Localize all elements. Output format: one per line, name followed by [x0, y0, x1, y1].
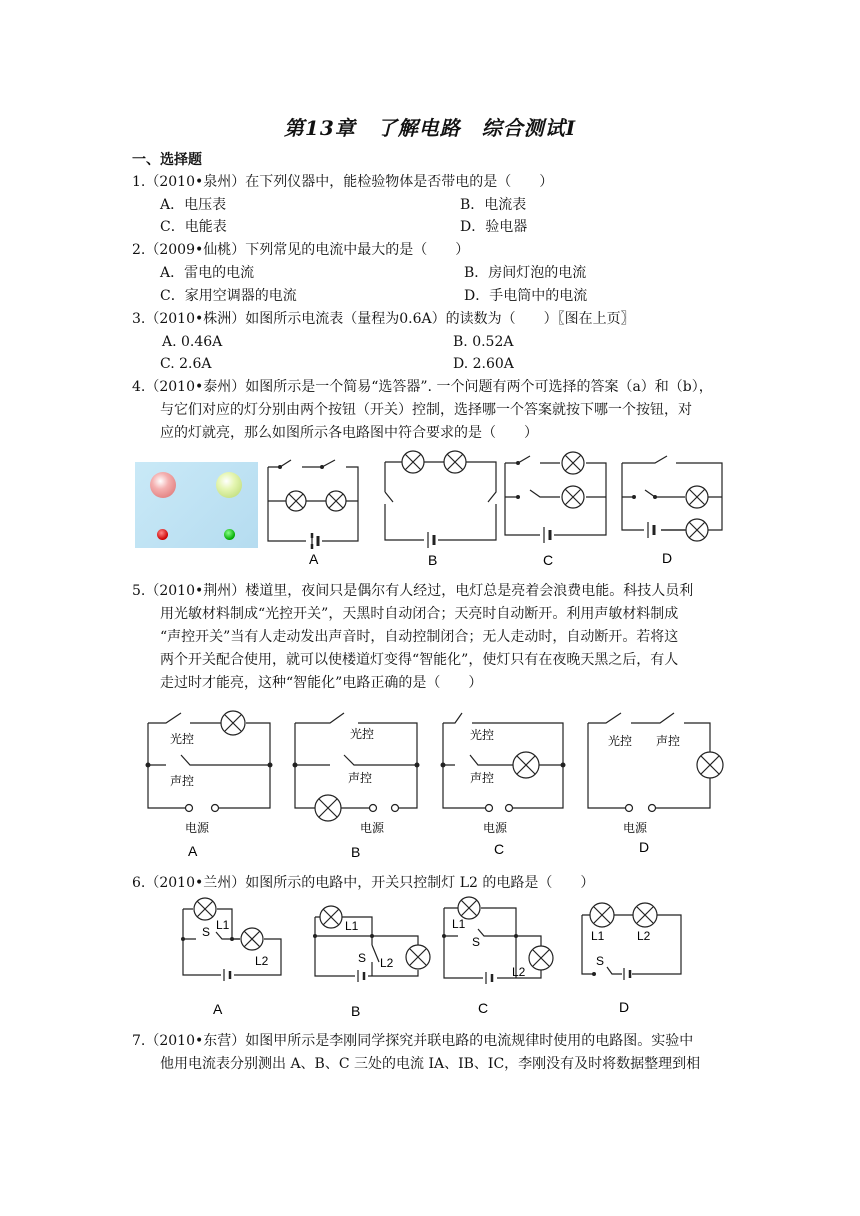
- question-2-option-c: C．家用空调器的电流: [160, 288, 297, 304]
- question-6-circuit-d: [582, 903, 681, 1015]
- question-6-label-d: D: [619, 999, 630, 1015]
- question-5-a-power-label: 电源: [185, 821, 210, 835]
- question-6-a-l1-label: L1: [216, 918, 230, 932]
- question-6-a-l2-label: L2: [255, 954, 269, 968]
- question-7-line-1: 7.（2010•东营）如图甲所示是李刚同学探究并联电路的电流规律时使用的电路图。实验中: [132, 1033, 694, 1049]
- question-4-label-b: B: [428, 552, 438, 568]
- question-5-label-b: B: [351, 844, 361, 860]
- question-5-d-power-label: 电源: [623, 821, 648, 835]
- question-6-label-c: C: [478, 1000, 489, 1016]
- question-5-d-sound-label: 声控: [656, 734, 681, 748]
- question-6-c-l1-label: L1: [452, 917, 466, 931]
- question-4-line-1: 4.（2010•泰州）如图所示是一个简易“选答器”. 一个问题有两个可选择的答案（a）和（b），: [132, 379, 713, 395]
- question-6-d-l1-label: L1: [591, 929, 605, 943]
- question-5-b-power-label: 电源: [360, 821, 385, 835]
- question-6-stem: 6.（2010•兰州）如图所示的电路中，开关只控制灯 L2 的电路是（ ）: [132, 875, 595, 891]
- question-6-d-s-label: S: [596, 954, 605, 968]
- question-2-option-b: B．房间灯泡的电流: [464, 265, 587, 281]
- question-6-c-s-label: S: [472, 935, 481, 949]
- question-4-line-3: 应的灯就亮，那么如图所示各电路图中符合要求的是（ ）: [160, 425, 538, 441]
- question-4-label-c: C: [543, 552, 554, 568]
- question-6-a-s-label: S: [202, 925, 211, 939]
- question-6-label-a: A: [213, 1001, 223, 1017]
- question-5-line-5: 走过时才能亮，这种“智能化”电路正确的是（ ）: [160, 675, 483, 691]
- question-1-option-d: D．验电器: [460, 219, 528, 235]
- question-5-line-4: 两个开关配合使用，就可以使楼道灯变得“智能化”，使灯只有在夜晚天黑之后，有人: [160, 652, 679, 668]
- question-6-c-l2-label: L2: [512, 965, 526, 979]
- question-4-label-a: A: [309, 551, 319, 567]
- question-5-label-a: A: [188, 843, 198, 859]
- question-6-b-l2-label: L2: [380, 956, 394, 970]
- question-3-option-c: C. 2.6A: [160, 356, 212, 372]
- question-5-a-light-label: 光控: [170, 732, 195, 746]
- question-6-label-b: B: [351, 1003, 361, 1019]
- question-4-label-d: D: [662, 550, 673, 566]
- question-5-a-sound-label: 声控: [170, 774, 195, 788]
- page-title: 第13章 了解电路 综合测试Ⅰ: [283, 116, 577, 140]
- question-1-option-a: A．电压表: [160, 197, 227, 213]
- question-6-circuit-b: [313, 906, 430, 1019]
- section-heading: 一、选择题: [132, 152, 202, 168]
- question-3-option-d: D. 2.60A: [453, 356, 514, 372]
- question-6-b-l1-label: L1: [345, 919, 359, 933]
- question-5-label-c: C: [494, 841, 505, 857]
- question-6-b-s-label: S: [358, 951, 367, 965]
- question-5-b-sound-label: 声控: [348, 771, 373, 785]
- question-5-c-sound-label: 声控: [470, 771, 495, 785]
- question-5-c-light-label: 光控: [470, 728, 495, 742]
- question-6-d-l2-label: L2: [637, 929, 651, 943]
- question-5-c-power-label: 电源: [483, 821, 508, 835]
- question-3-stem: 3.（2010•株洲）如图所示电流表（量程为0.6A）的读数为（ ）〖图在上页〗: [132, 311, 635, 327]
- question-3-option-b: B. 0.52A: [453, 334, 514, 350]
- question-2-option-a: A．雷电的电流: [160, 265, 255, 281]
- question-4-line-2: 与它们对应的灯分别由两个按钮（开关）控制，选择哪一个答案就按下哪一个按钮，对: [160, 402, 692, 418]
- question-5-line-2: 用光敏材料制成“光控开关”，天黑时自动闭合；天亮时自动断开。利用声敏材料制成: [160, 606, 679, 622]
- question-5-line-1: 5.（2010•荆州）楼道里，夜间只是偶尔有人经过，电灯总是亮着会浪费电能。科技人员利: [132, 583, 694, 599]
- question-5-d-light-label: 光控: [608, 734, 633, 748]
- question-6-circuit-a: [181, 898, 281, 1017]
- question-2-option-d: D．手电筒中的电流: [464, 288, 588, 304]
- question-7-line-2: 他用电流表分别测出 A、B、C 三处的电流 IA、IB、IC，李刚没有及时将数据整理到相: [160, 1056, 701, 1072]
- question-5-line-3: “声控开关”当有人走动发出声音时，自动控制闭合；无人走动时，自动断开。若将这: [160, 629, 679, 645]
- question-1-option-c: C．电能表: [160, 219, 227, 235]
- question-3-option-a: A. 0.46A: [162, 334, 223, 350]
- question-1-option-b: B．电流表: [460, 197, 527, 213]
- question-1-stem: 1.（2010•泉州）在下列仪器中，能检验物体是否带电的是（ ）: [132, 174, 554, 190]
- question-5-b-light-label: 光控: [350, 727, 375, 741]
- question-6-circuit-c: [442, 897, 553, 1016]
- question-2-stem: 2.（2009•仙桃）下列常见的电流中最大的是（ ）: [132, 242, 470, 258]
- question-5-label-d: D: [639, 839, 650, 855]
